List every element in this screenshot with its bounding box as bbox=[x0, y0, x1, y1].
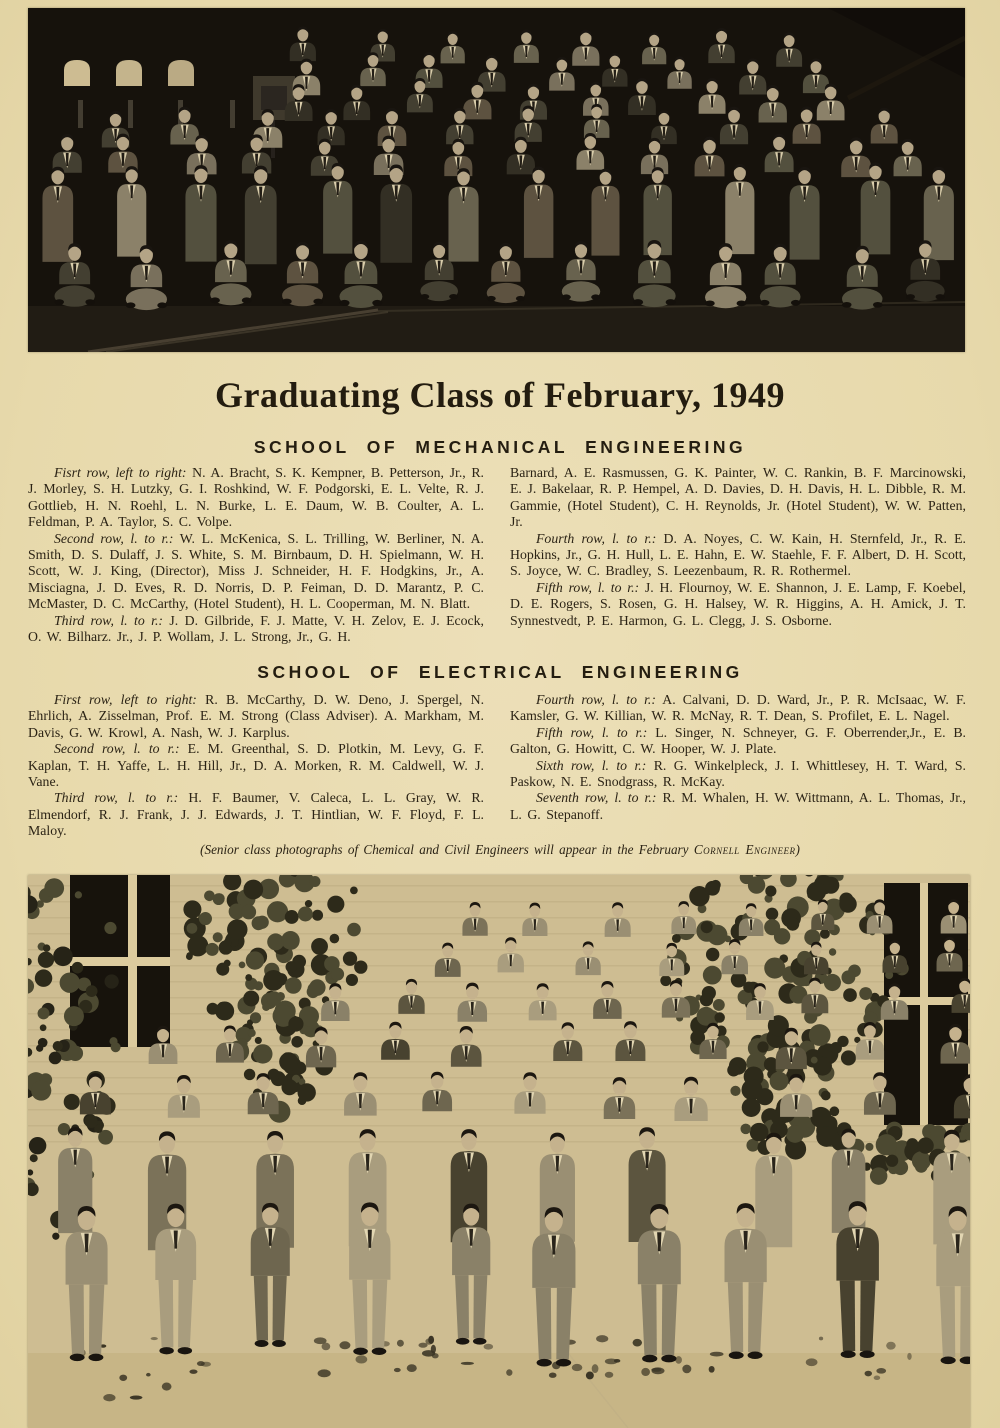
row-names: L. Singer, N. Schneyer, G. F. Oberrender,Jr., E. B. Galton, G. Howitt, C. W. Hooper, W. J. Plate. bbox=[510, 724, 966, 757]
footnote-brand: Cornell Engineer bbox=[693, 842, 796, 857]
section-heading-electrical: SCHOOL OF ELECTRICAL ENGINEERING bbox=[257, 662, 743, 682]
row-listing bbox=[510, 531, 966, 580]
footnote-text: ) bbox=[795, 842, 800, 857]
mechanical-left-column bbox=[28, 465, 484, 645]
row-names: D. A. Noyes, C. W. Kain, H. Sternfeld, Jr., R. E. Hopkins, Jr., G. H. Hull, L. E. Hahn, E. W. Staehle, F. F. Albert, D. H. Scott, S. Joyce, W. C. Bradley, S. Leezenbaum, R. R. Rothermel. bbox=[510, 530, 967, 579]
electrical-name-listing bbox=[28, 692, 966, 840]
row-listing bbox=[28, 465, 484, 531]
footnote bbox=[0, 842, 1000, 858]
row-listing bbox=[28, 613, 484, 646]
row-lead: Seventh row, l. to r.: bbox=[536, 790, 657, 806]
row-names: N. A. Bracht, S. K. Kempner, B. Petterson, Jr., R. J. Morley, S. H. Lutzky, G. I. Roshkind, W. F. Podgorski, E. L. Velte, R. J. Gottlieb, H. N. Roehl, L. N. Burke, L. E. Daum, W. B. Coulter, A. L. Feldman, P. A. Taylor, S. C. Volpe. bbox=[28, 465, 484, 530]
row-names: Barnard, A. E. Rasmussen, G. K. Painter, W. C. Rankin, B. F. Marcinowski, E. J. Bakelaar, R. P. Hempel, A. D. Davies, D. H. Davis, H. L. Dibble, R. M. Gammie, (Hotel Student), C. H. Reynolds, Jr. (Hotel Student), W. W. Patten, Jr. bbox=[510, 465, 966, 530]
electrical-left-column bbox=[28, 692, 484, 840]
row-lead: Fisrt row, left to right: bbox=[54, 465, 187, 480]
row-lead: Fifth row, l. to r.: bbox=[536, 579, 640, 595]
row-lead: Third row, l. to r.: bbox=[54, 790, 179, 806]
row-listing bbox=[28, 741, 484, 790]
row-listing bbox=[28, 531, 484, 613]
row-names: A. Calvani, D. D. Ward, Jr., P. R. McIsaac, W. F. Kamsler, G. W. Killian, W. R. McNay, R. T. Dean, S. Profilet, E. L. Nagel. bbox=[510, 692, 966, 724]
row-lead: Sixth row, l. to r.: bbox=[536, 757, 647, 773]
row-names: J. H. Flournoy, W. E. Shannon, J. E. Lamp, F. Koebel, D. E. Rogers, S. Rosen, G. H. Halsey, W. R. Higgins, A. H. Amick, J. T. Synnestvedt, P. E. Harmon, G. L. Clegg, J. S. Osborne. bbox=[510, 579, 967, 628]
row-listing bbox=[28, 790, 484, 839]
row-listing bbox=[510, 790, 966, 823]
row-listing bbox=[510, 580, 966, 629]
row-names: W. L. McKenica, S. L. Trilling, W. Berliner, N. A. Smith, D. S. Dulaff, J. S. White, S. M. Birnbaum, D. H. Spielmann, W. H. Scott, W. J. King, (Director), Miss J. Schneider, H. F. Hodgkins, Jr., A. Misciagna, J. D. Eves, R. D. Norris, D. P. Feiman, D. D. Marantz, P. C. McMaster, D. C. McCarthy, (Hotel Student), H. L. Cooperman, M. N. Blatt. bbox=[28, 530, 484, 612]
section-heading-mechanical: SCHOOL OF MECHANICAL ENGINEERING bbox=[253, 437, 747, 457]
row-names: J. D. Gilbride, F. J. Matte, V. H. Zelov, E. J. Ecock, O. W. Bilharz. Jr., J. P. Wollam, J. L. Strong, Jr., G. H. bbox=[28, 612, 485, 645]
footnote-text: (Senior class photographs of Chemical and Civil Engineers will appear in the February bbox=[200, 842, 694, 857]
row-names: E. M. Greenthal, S. D. Plotkin, M. Levy, G. F. Kaplan, T. H. Yaffe, L. H. Hill, Jr., D. A. Morken, R. M. Caldwell, W. J. Vane. bbox=[28, 741, 484, 790]
page-title: Graduating Class of February, 1949 bbox=[214, 375, 786, 415]
row-names: R. B. McCarthy, D. W. Deno, J. Spergel, N. Ehrlich, A. Zisselman, Prof. E. M. Strong (Class Adviser). A. Markham, M. Davis, G. W. Krowl, A. Nash, W. J. Karplus. bbox=[28, 692, 485, 740]
row-listing bbox=[510, 758, 966, 791]
row-lead: Second row, l. to r.: bbox=[54, 530, 174, 546]
row-names: R. M. Whalen, H. W. Wittmann, A. L. Thomas, Jr., L. G. Stepanoff. bbox=[510, 790, 966, 822]
row-lead: Second row, l. to r.: bbox=[54, 741, 180, 757]
electrical-class-group-photo bbox=[28, 875, 970, 1428]
row-listing bbox=[510, 465, 966, 531]
row-listing bbox=[510, 725, 966, 758]
row-lead: Fifth row, l. to r.: bbox=[536, 724, 648, 740]
mechanical-right-column bbox=[510, 465, 966, 645]
row-names: R. G. Winkelpleck, J. I. Whittlesey, H. T. Ward, S. Paskow, N. E. Snodgrass, R. McKay. bbox=[510, 757, 966, 790]
row-listing bbox=[510, 692, 966, 725]
row-lead: Fourth row, l. to r.: bbox=[536, 692, 656, 707]
row-listing bbox=[28, 692, 484, 741]
mechanical-class-group-photo bbox=[28, 8, 965, 352]
mechanical-name-listing bbox=[28, 465, 966, 645]
electrical-right-column bbox=[510, 692, 966, 840]
row-lead: First row, left to right: bbox=[54, 692, 197, 707]
row-names: H. F. Baumer, V. Caleca, L. L. Gray, W. R. Elmendorf, R. J. Frank, J. J. Edwards, J. T. Hintlian, W. F. Floyd, F. L. Maloy. bbox=[28, 790, 485, 839]
row-lead: Fourth row, l. to r.: bbox=[536, 530, 657, 546]
row-lead: Third row, l. to r.: bbox=[54, 612, 164, 628]
